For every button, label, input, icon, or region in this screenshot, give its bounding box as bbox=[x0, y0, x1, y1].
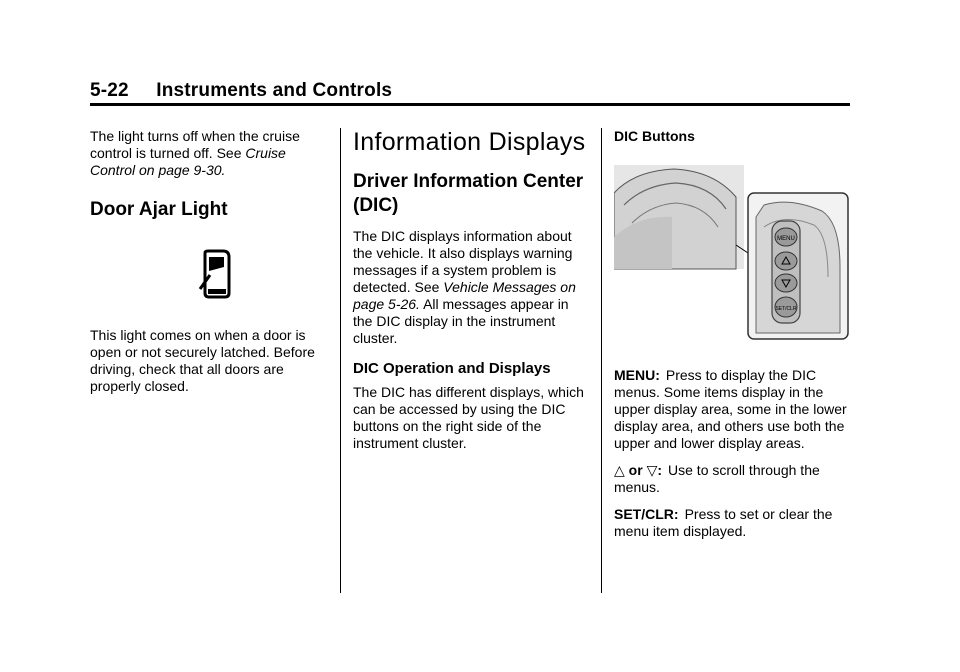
scroll-definition bbox=[614, 462, 854, 496]
scroll-or-label: or bbox=[628, 462, 643, 478]
information-displays-heading: Information Displays bbox=[353, 128, 586, 156]
scroll-up-icon: △ bbox=[614, 462, 625, 478]
set-clr-label: SET/CLR: bbox=[614, 506, 679, 522]
column-2 bbox=[353, 128, 591, 462]
door-ajar-icon bbox=[198, 249, 232, 299]
set-clr-text: Press to set or clear the menu item displayed. bbox=[614, 506, 833, 539]
dic-buttons-caption: DIC Buttons bbox=[614, 128, 695, 144]
dic-text-2: All messages appear in the DIC display in the instrument cluster. bbox=[353, 296, 569, 346]
dic-text-1: The DIC displays information about the vehicle. It also displays warning messages if a system problem is detected. See bbox=[353, 228, 573, 295]
menu-text: Press to display the DIC menus. Some items display in the upper display area, some in the lower display area, and others use both the upper and lower display areas. bbox=[614, 367, 847, 451]
dic-menu-button-label: MENU bbox=[777, 236, 795, 242]
scroll-text: Use to scroll through the menus. bbox=[614, 462, 820, 495]
cruise-control-reference: Cruise Control on page 9-30. bbox=[90, 145, 286, 178]
set-clr-definition bbox=[614, 506, 854, 540]
page-header bbox=[90, 80, 850, 102]
menu-label: MENU: bbox=[614, 367, 660, 383]
column-1 bbox=[90, 128, 328, 405]
cruise-light-text: The light turns off when the cruise control is turned off. See bbox=[90, 128, 300, 161]
dic-paragraph bbox=[353, 228, 591, 347]
dic-heading: Driver Information Center (DIC) bbox=[353, 171, 584, 216]
menu-definition bbox=[614, 367, 854, 452]
column-3 bbox=[614, 128, 854, 550]
door-ajar-heading: Door Ajar Light bbox=[90, 199, 228, 220]
cruise-light-paragraph bbox=[90, 128, 328, 179]
dic-set-button-label: SET/CLR bbox=[775, 306, 797, 312]
scroll-colon-label: : bbox=[657, 462, 663, 478]
header-rule bbox=[90, 103, 850, 106]
scroll-down-icon: ▽ bbox=[646, 462, 658, 478]
dic-buttons-illustration bbox=[614, 157, 850, 353]
dic-operation-heading: DIC Operation and Displays bbox=[353, 360, 551, 377]
door-ajar-paragraph: This light comes on when a door is open or not securely latched. Before driving, check that all doors are properly closed. bbox=[90, 327, 315, 394]
vehicle-messages-reference: Vehicle Messages on page 5-26. bbox=[353, 279, 576, 312]
column-divider-1 bbox=[340, 128, 341, 593]
page-header-title: 5-22 Instruments and Controls bbox=[90, 80, 393, 101]
dic-operation-paragraph: The DIC has different displays, which can be accessed by using the DIC buttons on the right side of the instrument cluster. bbox=[353, 384, 584, 451]
column-divider-2 bbox=[601, 128, 602, 593]
